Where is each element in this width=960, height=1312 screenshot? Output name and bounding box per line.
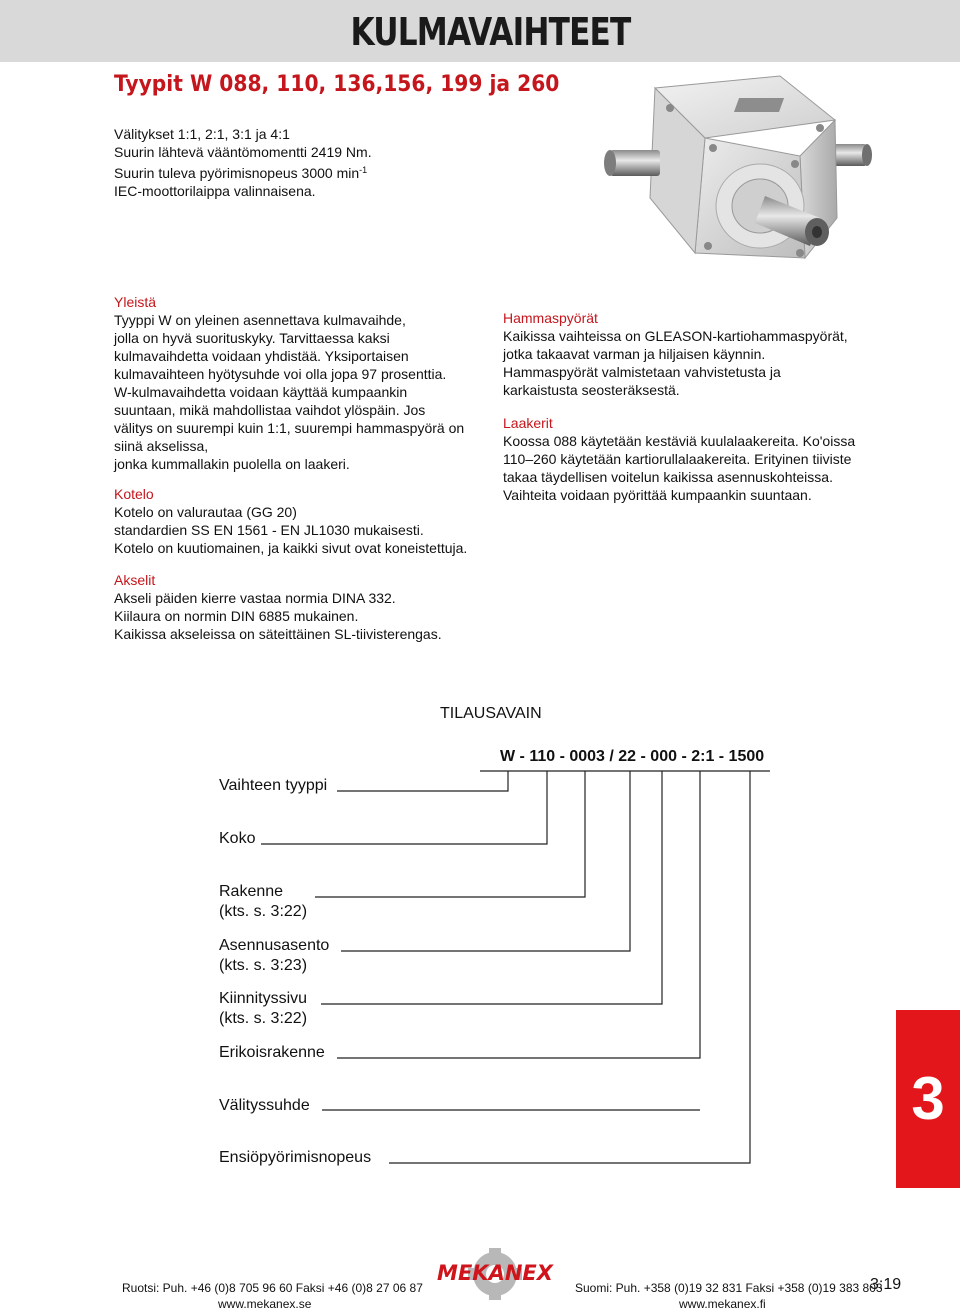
housing-line: Kotelo on valurautaa (GG 20) bbox=[114, 504, 297, 520]
order-key-label: Koko bbox=[219, 830, 256, 847]
footer-finland bbox=[575, 1280, 883, 1312]
footer-sweden-web[interactable]: www.mekanex.se bbox=[218, 1297, 312, 1311]
general-line: Tyyppi W on yleinen asennettava kulmavaihde, bbox=[114, 312, 406, 328]
bearings-line: Koossa 088 käytetään kestäviä kuulalaakereita. Ko'oissa bbox=[503, 433, 856, 449]
general-line: jonka kummallakin puolella on laakeri. bbox=[114, 456, 350, 472]
order-key-label: Asennusasento (kts. s. 3:23) bbox=[219, 937, 330, 974]
gears-heading: Hammaspyörät bbox=[503, 310, 598, 326]
order-key-label: Ensiöpyörimisnopeus bbox=[219, 1149, 372, 1166]
footer-finland-phone: Suomi: Puh. +358 (0)19 32 831 Faksi +358 (0)19 383 803 bbox=[575, 1281, 883, 1295]
gears-line: karkaistusta seosteräksestä. bbox=[503, 382, 680, 398]
bearings-heading: Laakerit bbox=[503, 415, 553, 431]
footer-finland-web[interactable]: www.mekanex.fi bbox=[679, 1297, 766, 1311]
order-key-label: Vaihteen tyyppi bbox=[219, 777, 328, 794]
housing-line: Kotelo on kuutiomainen, ja kaikki sivut ovat koneistettuja. bbox=[114, 540, 468, 556]
general-line: kulmavaihdetta voidaan yhdistää. Yksiportaisen bbox=[114, 348, 409, 364]
order-key-label: Rakenne (kts. s. 3:22) bbox=[219, 883, 308, 920]
bearings-line: takaa täydellisen voitelun kaikissa asennuskohteissa. bbox=[503, 469, 833, 485]
housing-heading: Kotelo bbox=[114, 486, 154, 502]
general-line: siinä akselissa, bbox=[114, 438, 209, 454]
order-key-title: TILAUSAVAIN bbox=[440, 705, 542, 722]
order-key-label: Kiinnityssivu (kts. s. 3:22) bbox=[219, 990, 308, 1027]
general-line: suuntaan, mikä mahdollistaa vaihdot ylöspäin. Jos bbox=[114, 402, 426, 418]
gears-line: Kaikissa vaihteissa on GLEASON-kartiohammaspyörät, bbox=[503, 328, 848, 344]
shafts-line: Akseli päiden kierre vastaa normia DINA 332. bbox=[114, 590, 396, 606]
shafts-line: Kiilaura on normin DIN 6885 mukainen. bbox=[114, 608, 359, 624]
bearings-line: Vaihteita voidaan pyörittää kumpaankin suuntaan. bbox=[503, 487, 812, 503]
page-number: 3:19 bbox=[870, 1276, 902, 1293]
order-key-label: Välityssuhde bbox=[219, 1097, 310, 1114]
general-line: W-kulmavaihdetta voidaan käyttää kumpaankin bbox=[114, 384, 408, 400]
gears-line: jotka takaavat varman ja hiljaisen käynnin. bbox=[503, 346, 766, 362]
intro-flange: IEC-moottorilaippa valinnaisena. bbox=[114, 183, 316, 199]
intro-ratios: Välitykset 1:1, 2:1, 3:1 ja 4:1 bbox=[114, 126, 290, 142]
order-key-code: W - 110 - 0003 / 22 - 000 - 2:1 - 1500 bbox=[500, 748, 765, 765]
order-key-label: Erikoisrakenne bbox=[219, 1044, 325, 1061]
page-title: KULMAVAIHTEET bbox=[350, 10, 630, 54]
bearings-line: 110–260 käytetään kartiorullalaakereita. Erityinen tiiviste bbox=[503, 451, 852, 467]
housing-line: standardien SS EN 1561 - EN JL1030 mukaisesti. bbox=[114, 522, 424, 538]
intro-torque: Suurin lähtevä vääntömomentti 2419 Nm. bbox=[114, 144, 372, 160]
footer-sweden-phone: Ruotsi: Puh. +46 (0)8 705 96 60 Faksi +46 (0)8 27 06 87 bbox=[122, 1281, 423, 1295]
mekanex-logo bbox=[430, 1246, 560, 1304]
footer-sweden bbox=[122, 1280, 423, 1312]
intro-speed: Suurin tuleva pyörimisnopeus 3000 $\min^{-1}$ bbox=[114, 165, 368, 181]
general-heading: Yleistä bbox=[114, 294, 157, 310]
shafts-line: Kaikissa akseleissa on säteittäinen SL-tiivisterengas. bbox=[114, 626, 442, 642]
shafts-heading: Akselit bbox=[114, 572, 156, 588]
section-tab: 3 bbox=[896, 1010, 960, 1188]
general-line: kulmavaihteen hyötysuhde voi olla jopa 97 prosenttia. bbox=[114, 366, 447, 382]
product-subtitle: Tyypit W 088, 110, 136,156, 199 ja 260 bbox=[114, 72, 560, 97]
general-line: välitys on suurempi kuin 1:1, suurempi hammaspyörä on bbox=[114, 420, 465, 436]
gears-line: Hammaspyörät valmistetaan vahvistetusta ja bbox=[503, 364, 781, 380]
general-line: jolla on hyvä suorituskyky. Tarvittaessa kaksi bbox=[114, 330, 390, 346]
logo-text: MEKANEX bbox=[437, 1261, 553, 1285]
